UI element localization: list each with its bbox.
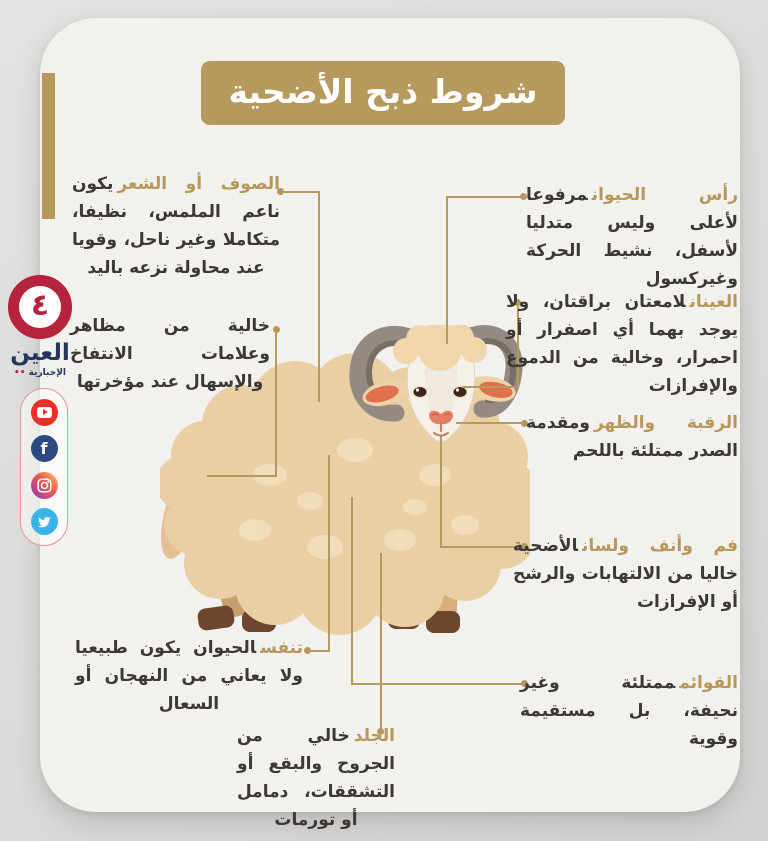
- callout-mouth-body: الأضحية خاليا من الالتهابات والرشح أو الإفرازات: [513, 536, 738, 612]
- callout-line: [456, 422, 523, 424]
- callout-neck: [526, 409, 738, 465]
- logo-dots: ••: [13, 368, 26, 378]
- callout-breathing-body: الحيوان يكون طبيعيا ولا يعاني من النهجان أو السعال: [75, 638, 303, 714]
- callout-eyes-lead: العينان: [689, 292, 738, 312]
- callout-mouth: [513, 532, 738, 616]
- callout-neck-body: ومقدمة الصدر ممتلئة باللحم: [526, 413, 738, 461]
- callout-wool: [72, 170, 280, 282]
- callout-wool-lead: الصوف أو الشعر: [117, 174, 280, 194]
- callout-head-body: مرفوعا لأعلى وليس متدليا لأسفل، نشيط الحركة وغيركسول: [526, 185, 738, 289]
- callout-eyes-body: لامعتان براقتان، ولا يوجد بهما أي اصفرار أو احمرار، وخالية من الدموع والإفرازات: [506, 292, 738, 396]
- callout-dot: [273, 326, 280, 333]
- callout-line: [351, 497, 353, 685]
- callout-line: [284, 191, 320, 193]
- callout-line: [275, 333, 277, 477]
- callout-line: [380, 553, 382, 731]
- callout-line: [318, 191, 320, 402]
- callout-line: [446, 196, 448, 344]
- callout-legs-lead: القوائم: [679, 673, 738, 693]
- gold-accent-bar: [42, 73, 55, 219]
- callout-head-lead: رأس الحيوان: [591, 185, 738, 205]
- callout-breathing: [75, 634, 303, 718]
- callout-dot: [304, 647, 311, 654]
- callout-rear-body: خالية من مظاهر وعلامات الانتفاخ والإسهال عند مؤخرتها: [70, 316, 270, 392]
- callout-line: [207, 475, 277, 477]
- page-title: شروط ذبح الأضحية: [201, 61, 565, 125]
- callout-line: [446, 196, 522, 198]
- social-links-pill: [20, 388, 68, 546]
- callout-breathing-lead: تنفس: [260, 638, 303, 658]
- callout-head: [526, 181, 738, 293]
- alain-logo-glyph: ٤: [30, 288, 50, 323]
- callout-skin: [237, 722, 395, 834]
- callout-legs: [520, 669, 738, 753]
- facebook-icon[interactable]: f: [31, 435, 58, 462]
- alain-logo[interactable]: [8, 275, 72, 339]
- callout-line: [440, 436, 442, 548]
- callout-wool-body: يكون ناعم الملمس، نظيفا، متكاملا وغير ناحل، وقويا عند محاولة نزعه باليد: [72, 174, 280, 278]
- callout-skin-body: خالي من الجروح والبقع أو التشققات، دمامل أو تورمات: [237, 726, 395, 830]
- callout-line: [328, 455, 330, 652]
- callout-legs-body: ممتلئة وغير نحيفة، بل مستقيمة وقوية: [520, 673, 738, 749]
- alain-logo-tagline: الإخبارية ••: [13, 368, 66, 378]
- callout-eyes: [506, 288, 738, 400]
- callout-mouth-lead: فم وأنف ولسان: [581, 536, 738, 556]
- alain-logo-name: العين: [10, 340, 70, 366]
- twitter-icon[interactable]: [31, 508, 58, 535]
- callout-line: [351, 683, 523, 685]
- callout-line: [440, 546, 523, 548]
- callout-skin-lead: الجلد: [353, 726, 395, 746]
- instagram-icon[interactable]: [31, 472, 58, 499]
- callout-neck-lead: الرقبة والظهر: [593, 413, 738, 433]
- callout-rear: [70, 312, 270, 396]
- youtube-icon[interactable]: [31, 399, 58, 426]
